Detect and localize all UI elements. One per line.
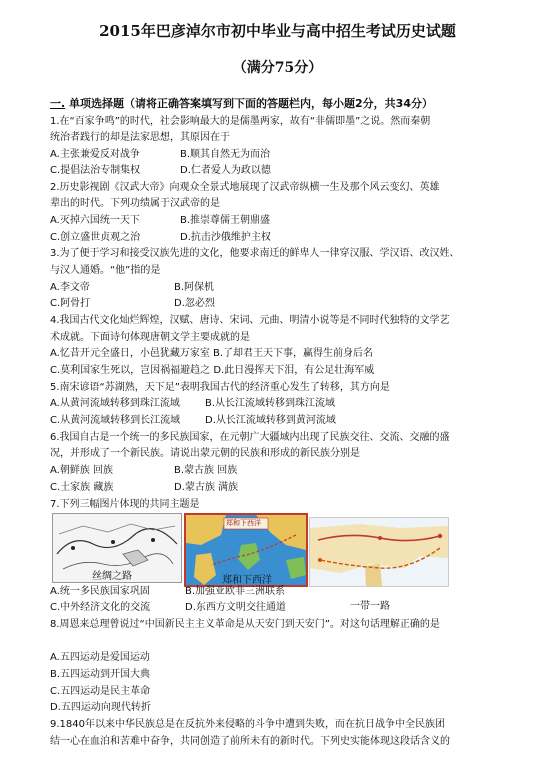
question-1-line-2: 统治者践行的却是法家思想，其原因在于 bbox=[50, 132, 230, 143]
question-5-option-b: B.从长江流域转移到珠江流域 bbox=[205, 398, 336, 409]
question-6-line-1: 6.我国自古是一个统一的多民族国家，在元朝广大疆域内出现了民族交往、交流、交融的盛 bbox=[50, 432, 450, 443]
question-2-option-d: D.抗击沙俄维护主权 bbox=[180, 232, 271, 243]
question-8-line-1: 8.周恩来总理曾说过“中国新民主主义革命是从天安门到天安门”。对这句话理解正确的是 bbox=[50, 619, 440, 630]
question-3-line-1: 3.为了便于学习和接受汉族先进的文化，他要求南迁的鲜卑人一律穿汉服、学汉语、改汉姓、 bbox=[50, 248, 460, 259]
question-3-option-a: A.李文帝 bbox=[50, 282, 90, 293]
question-7-option-b: B.加强亚欧非三洲联系 bbox=[185, 586, 286, 597]
question-9-line-2: 结一心在血泊和苦难中奋争，共同创造了前所未有的新时代。下列史实能体现这段话含义的 bbox=[50, 736, 450, 747]
question-4-options-cd: C.莫利国家生死以，岂因祸福避趋之 D.此日漫挥天下泪，有公足壮海军威 bbox=[50, 365, 375, 376]
question-2-option-b: B.推崇尊儒王朝鼎盛 bbox=[180, 215, 271, 226]
image-2-caption: 郑和下西洋 bbox=[222, 575, 272, 586]
question-1-option-d: D.仁者爱人为政以德 bbox=[180, 165, 271, 176]
question-1-line-1: 1.在“百家争鸣”的时代，社会影响最大的是儒墨两家，故有“非儒即墨”之说。然而秦朝 bbox=[50, 116, 431, 127]
question-7-option-a: A.统一多民族国家巩固 bbox=[50, 586, 150, 597]
question-5-option-c: C.从黄河流域转移到长江流域 bbox=[50, 415, 181, 426]
question-1-option-b: B.顺其自然无为而治 bbox=[180, 149, 271, 160]
question-6-option-c: C.土家族 藏族 bbox=[50, 482, 114, 493]
image-1-caption: 丝绸之路 bbox=[92, 571, 132, 582]
question-8-option-d: D.五四运动向现代转折 bbox=[50, 702, 151, 713]
question-7-option-c: C.中外经济文化的交流 bbox=[50, 602, 151, 613]
question-5-option-a: A.从黄河流域转移到珠江流域 bbox=[50, 398, 180, 409]
question-4-options-ab: A.忆昔开元全盛日，小邑犹藏万家室 B.了却君王天下事，赢得生前身后名 bbox=[50, 348, 374, 359]
section-number: 一. bbox=[50, 97, 66, 110]
question-2-option-a: A.灭掉六国统一天下 bbox=[50, 215, 140, 226]
question-3-option-d: D.忽必烈 bbox=[174, 298, 215, 309]
question-3-option-b: B.阿保机 bbox=[174, 282, 215, 293]
question-2-option-c: C.创立盛世贞观之治 bbox=[50, 232, 141, 243]
question-9-line-1: 9.1840年以来中华民族总是在反抗外来侵略的斗争中遭到失败，而在抗日战争中全民族团 bbox=[50, 719, 445, 730]
question-1-option-a: A.主张兼爱反对战争 bbox=[50, 149, 140, 160]
question-8-option-c: C.五四运动是民主革命 bbox=[50, 686, 151, 697]
image-3-caption: 一带一路 bbox=[350, 601, 390, 612]
question-4-line-1: 4.我国古代文化灿烂辉煌，汉赋、唐诗、宋词、元曲、明清小说等是不同时代独特的文学艺 bbox=[50, 315, 450, 326]
question-2-line-2: 辈出的时代。下列功绩属于汉武帝的是 bbox=[50, 198, 220, 209]
section-heading-text: 单项选择题（请将正确答案填写到下面的答题栏内，每小题2分，共34分） bbox=[69, 97, 433, 110]
question-5-option-d: D.从长江流域转移到黄河流域 bbox=[205, 415, 336, 426]
question-7-line-1: 7.下列三幅图片体现的共同主题是 bbox=[50, 499, 200, 510]
zhenghe-map-label: 郑和下西洋 bbox=[226, 519, 261, 527]
question-1-option-c: C.提倡法治专制集权 bbox=[50, 165, 141, 176]
belt-road-map-image bbox=[309, 517, 449, 587]
question-2-line-1: 2.历史影视剧《汉武大帝》向观众全景式地展现了汉武帝纵横一生及那个风云变幻、英雄 bbox=[50, 182, 440, 193]
question-8-option-a: A.五四运动是爱国运动 bbox=[50, 652, 150, 663]
question-6-option-a: A.朝鲜族 回族 bbox=[50, 465, 114, 476]
question-3-option-c: C.阿骨打 bbox=[50, 298, 91, 309]
section-heading bbox=[50, 95, 433, 111]
exam-subtitle: （满分75分） bbox=[232, 60, 323, 76]
question-8-option-b: B.五四运动到开国大典 bbox=[50, 669, 151, 680]
question-6-option-d: D.蒙古族 满族 bbox=[174, 482, 239, 493]
belt-road-map-icon bbox=[310, 518, 448, 586]
question-3-line-2: 与汉人通婚。“他”指的是 bbox=[50, 265, 161, 276]
question-4-line-2: 术成就。下面诗句体现唐朝文学主要成就的是 bbox=[50, 332, 250, 343]
question-7-option-d: D.东西方文明交往通道 bbox=[185, 602, 286, 613]
question-6-option-b: B.蒙古族 回族 bbox=[174, 465, 238, 476]
question-6-line-2: 况，并形成了一个新民族。请说出蒙元朝的民族和形成的新民族分别是 bbox=[50, 448, 360, 459]
question-5-line-1: 5.南宋谚语“苏湖熟，天下足”表明我国古代的经济重心发生了转移，其方向是 bbox=[50, 382, 390, 393]
exam-title: 2015年巴彦淖尔市初中毕业与高中招生考试历史试题 bbox=[99, 22, 456, 40]
